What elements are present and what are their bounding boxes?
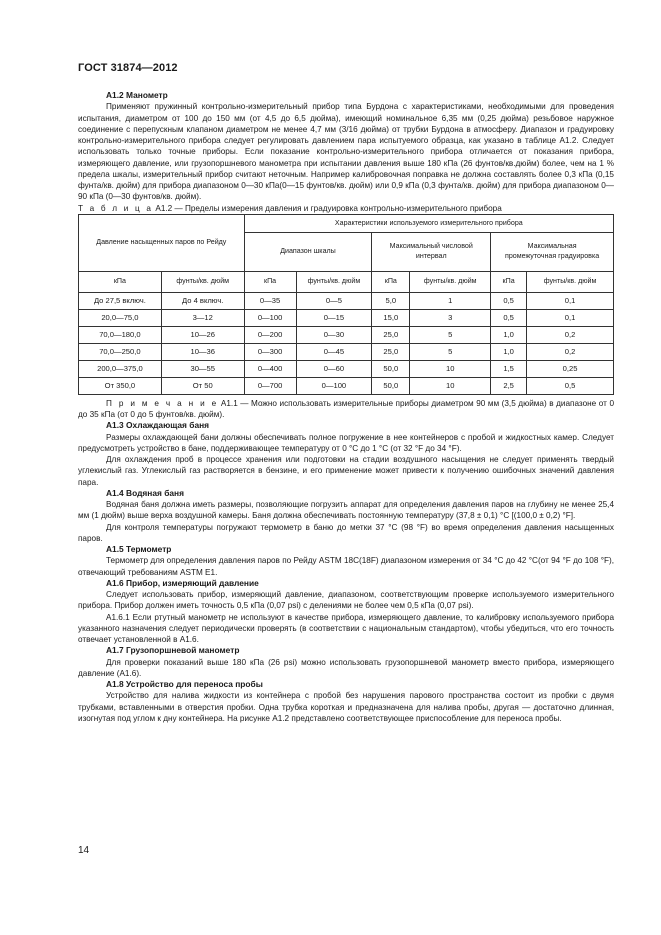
doc-header: ГОСТ 31874—2012 xyxy=(78,62,178,74)
table-cell: 50,0 xyxy=(372,360,410,377)
table-cell: 10 xyxy=(410,360,491,377)
pressure-table xyxy=(78,214,614,395)
table-cell: 0—700 xyxy=(244,377,296,394)
table-row xyxy=(79,360,614,377)
table-cell: 10—26 xyxy=(161,326,244,343)
table-cell: 5 xyxy=(410,326,491,343)
table-caption-label: Т а б л и ц а xyxy=(78,203,154,213)
table-header-row xyxy=(79,214,614,232)
table-cell: 0—15 xyxy=(296,309,372,326)
table-cell: 10 xyxy=(410,377,491,394)
paragraph: А1.6.1 Если ртутный манометр не используют в качестве прибора, измеряющего давление, то калибровку используемого прибора указанного назначения следует периодически проверять (в соответствии с национальным стандартом), чтобы убедиться, что его точность отвечает установленной в А1.6. xyxy=(78,612,614,644)
table-cell: 0—60 xyxy=(296,360,372,377)
table-cell: 0,1 xyxy=(527,292,614,309)
table-cell: От 350,0 xyxy=(79,377,162,394)
paragraph: Размеры охлаждающей бани должны обеспечивать полное погружение в нее контейнеров с пробой и жидкостных камер. Следует предусмотреть устройство в бане, поддерживающее температуру от 0 °С до 1 °С (от 32 °F до 34 °F). xyxy=(78,432,614,453)
note-label: П р и м е ч а н и е xyxy=(106,398,219,408)
table-cell: 25,0 xyxy=(372,343,410,360)
table-cell: 25,0 xyxy=(372,326,410,343)
table-cell: 0—100 xyxy=(244,309,296,326)
section-heading-a16: А1.6 Прибор, измеряющий давление xyxy=(106,577,259,588)
table-cell: 0—100 xyxy=(296,377,372,394)
table-cell: 0,5 xyxy=(491,292,527,309)
unit-kpa: кПа xyxy=(491,271,527,292)
note-text: А1.1 — Можно использовать измерительные приборы диаметром 90 мм (3,5 дюйма) в диапазоне от 0 до 35 кПа (от 0 до 5 фунтов/кв. дюйм). xyxy=(78,398,614,419)
table-cell: 0—30 xyxy=(296,326,372,343)
table-cell: 15,0 xyxy=(372,309,410,326)
section-heading-a14: А1.4 Водяная баня xyxy=(106,487,184,498)
paragraph: Применяют пружинный контрольно-измерительный прибор типа Бурдона с характеристиками, необходимыми для проведения испытания, диаметром от 100 до 150 мм (от 4,5 до 6,5 дюйма), имеющий номинальное 6,35 мм (0,25 дюйма) резьбовое наружное соединение с перепускным клапаном диаметром не менее 4,7 мм (3/16 дюйма) от трубки Бурдона в атмосферу. Диапазон и градуировку контрольно-измерительного прибора следует регулировать давлением пара испытуемого образца, как указано в таблице А1.2. Следует использовать только точные приборы. Если показание контрольно-измерительного прибора отличается от показания прибора, измеряющего давление, или грузопоршневого манометра при испытании давления выше 180 кПа (26 фунтов/кв.дюйм) более, чем на 1 % предела шкалы, измерительный прибор считают неточным. Например калибровочная поправка не должна составлять более 0,3 кПа (0,15 фунта/кв. дюйм) для прибора диапазоном 0—30 кПа(0—15 фунтов/кв. дюйм) или 0,9 кПа (0,3 фунта/кв. дюйм) для прибора диапазоном 0—90 кПа (0—30 фунтов/кв. дюйм). xyxy=(78,102,614,202)
table-cell: 0,2 xyxy=(527,326,614,343)
table-cell: 0—45 xyxy=(296,343,372,360)
page-content xyxy=(78,90,614,724)
paragraph: Следует использовать прибор, измеряющий давление, диапазоном, соответствующим проверке используемого измерительного прибора. Прибор должен иметь точность 0,5 кПа (0,07 psi) с делениями не более чем 0,5 кПа (0,07 psi). xyxy=(78,590,614,611)
table-cell: 0—200 xyxy=(244,326,296,343)
paragraph: Для контроля температуры погружают термометр в баню до метки 37 °С (98 °F) во время определения давления насыщенных паров. xyxy=(78,522,614,543)
table-cell: 0—5 xyxy=(296,292,372,309)
table-cell: 0—35 xyxy=(244,292,296,309)
table-cell: 200,0—375,0 xyxy=(79,360,162,377)
table-cell: 1,5 xyxy=(491,360,527,377)
table-cell: 2,5 xyxy=(491,377,527,394)
table-cell: 1 xyxy=(410,292,491,309)
table-row xyxy=(79,292,614,309)
unit-psi: фунты/кв. дюйм xyxy=(410,271,491,292)
table-cell: 3 xyxy=(410,309,491,326)
table-cell: 20,0—75,0 xyxy=(79,309,162,326)
page-number: 14 xyxy=(78,845,90,856)
table-cell: До 27,5 включ. xyxy=(79,292,162,309)
paragraph: Устройство для налива жидкости из контейнера с пробой без нарушения парового пространства состоит из пробки с двумя трубками, вставленными в отверстия пробки. Одна трубка короткая и предназначена для налива пробы, другая — достаточно длинная, изогнутая под углом к дну контейнера. На рисунке А1.2 представлено соответствующее приспособление для переноса пробы. xyxy=(78,691,614,723)
table-cell: 0,5 xyxy=(491,309,527,326)
table-cell: От 50 xyxy=(161,377,244,394)
unit-kpa: кПа xyxy=(79,271,162,292)
table-row xyxy=(79,377,614,394)
table-cell: 50,0 xyxy=(372,377,410,394)
table-cell: 5,0 xyxy=(372,292,410,309)
section-heading-a13: А1.3 Охлаждающая баня xyxy=(106,420,210,431)
paragraph: Для охлаждения проб в процессе хранения или подготовки на стадии воздушного насыщения не следует применять твердый углекислый газ. Углекислый газ растворяется в бензине, и его применение может привести к получению ошибочных значений давления пара. xyxy=(78,455,614,487)
table-caption-text: А1.2 — Пределы измерения давления и градуировка контрольно-измерительного прибора xyxy=(153,203,502,213)
header-scale-range: Диапазон шкалы xyxy=(244,232,372,271)
table-cell: 1,0 xyxy=(491,326,527,343)
section-heading-a17: А1.7 Грузопоршневой манометр xyxy=(106,645,240,656)
header-instrument-characteristics: Характеристики используемого измерительного прибора xyxy=(244,214,613,232)
section-heading-a18: А1.8 Устройство для переноса пробы xyxy=(106,679,263,689)
paragraph: Для проверки показаний выше 180 кПа (26 psi) можно использовать грузопоршневой манометр вместо прибора, измеряющего давление (А1.6). xyxy=(78,657,614,678)
table-cell: 10—36 xyxy=(161,343,244,360)
header-vapor-pressure: Давление насыщенных паров по Рейду xyxy=(79,214,245,271)
table-cell: 1,0 xyxy=(491,343,527,360)
section-heading-a15: А1.5 Термометр xyxy=(106,544,172,554)
table-cell: До 4 включ. xyxy=(161,292,244,309)
unit-psi: фунты/кв. дюйм xyxy=(527,271,614,292)
paragraph: Водяная баня должна иметь размеры, позволяющие погрузить аппарат для определения давления паров на глубину не менее 25,4 мм (1 дюйм) выше верха воздушной камеры. Баня должна обеспечивать постоянную температуру (37,8 ± 0,1) °С [(100,0 ± 0,2) °F]. xyxy=(78,500,614,521)
table-cell: 0,2 xyxy=(527,343,614,360)
table-cell: 0,5 xyxy=(527,377,614,394)
paragraph: Термометр для определения давления паров по Рейду ASTM 18C(18F) диапазоном измерения от 34 °С до 42 °С(от 94 °F до 108 °F), отвечающий требованиям ASTM E1. xyxy=(78,556,614,577)
table-row xyxy=(79,326,614,343)
table-cell: 0—400 xyxy=(244,360,296,377)
unit-kpa: кПа xyxy=(244,271,296,292)
unit-psi: фунты/кв. дюйм xyxy=(161,271,244,292)
table-caption xyxy=(78,203,614,214)
table-units-row xyxy=(79,271,614,292)
unit-kpa: кПа xyxy=(372,271,410,292)
table-cell: 70,0—180,0 xyxy=(79,326,162,343)
section-heading-a12: А1.2 Манометр xyxy=(106,90,168,100)
table-cell: 0,25 xyxy=(527,360,614,377)
header-max-graduation: Максимальная промежуточная градуировка xyxy=(491,232,614,271)
table-cell: 5 xyxy=(410,343,491,360)
table-cell: 0,1 xyxy=(527,309,614,326)
table-cell: 3—12 xyxy=(161,309,244,326)
unit-psi: фунты/кв. дюйм xyxy=(296,271,372,292)
table-row xyxy=(79,343,614,360)
header-max-interval: Максимальный числовой интервал xyxy=(372,232,491,271)
table-cell: 30—55 xyxy=(161,360,244,377)
table-cell: 0—300 xyxy=(244,343,296,360)
table-note xyxy=(78,398,614,421)
table-row xyxy=(79,309,614,326)
table-cell: 70,0—250,0 xyxy=(79,343,162,360)
